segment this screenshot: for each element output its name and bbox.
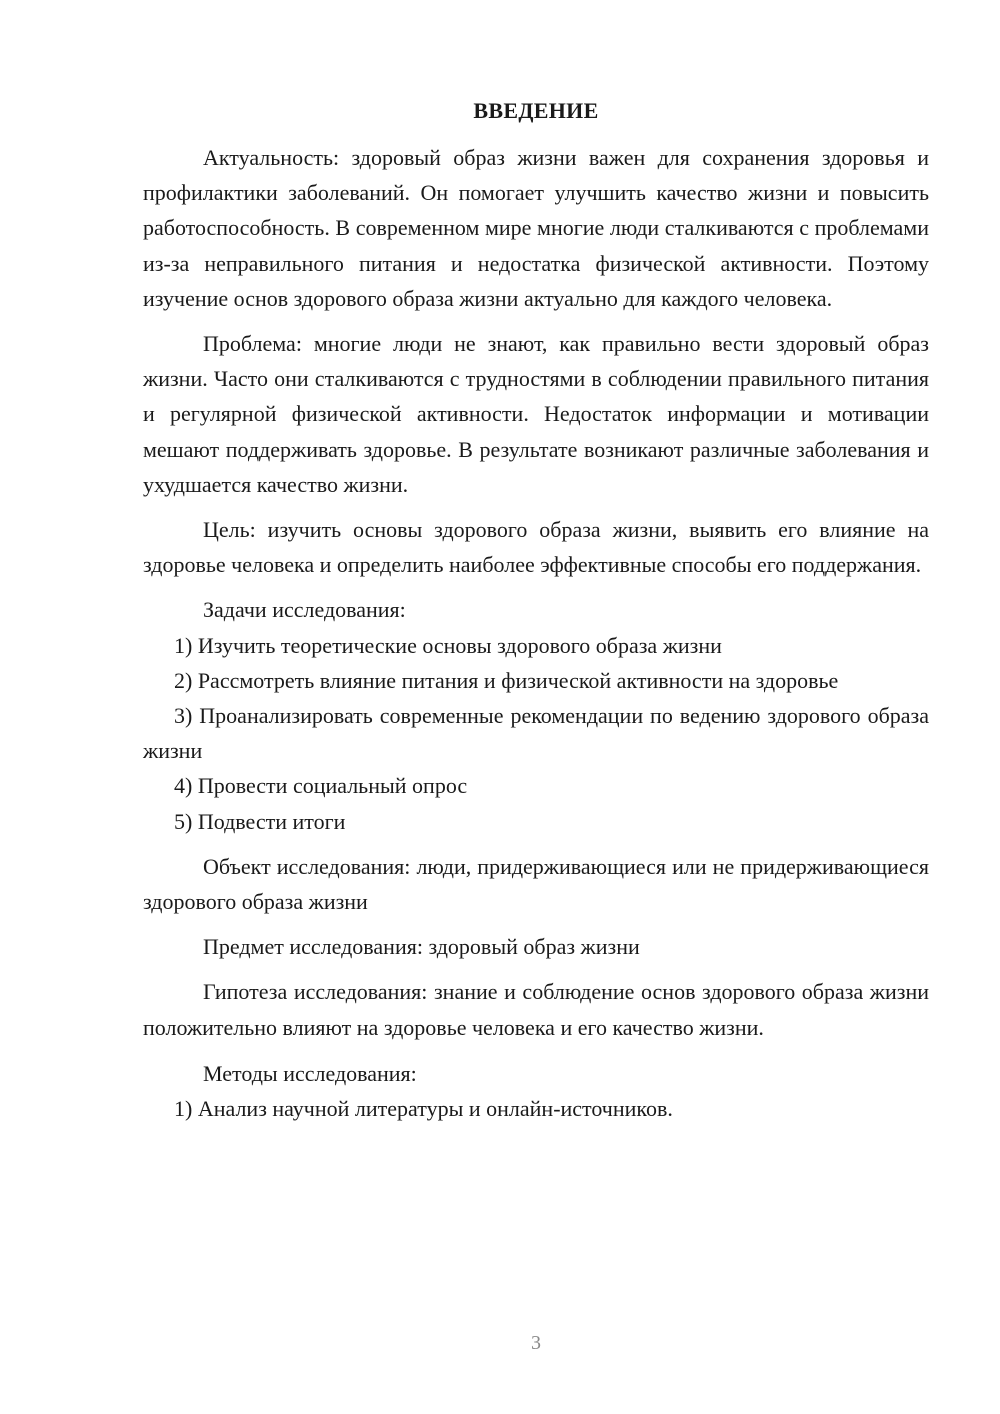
- method-item-1: 1) Анализ научной литературы и онлайн-источников.: [174, 1096, 673, 1122]
- task-item-3: 3) Проанализировать современные рекомендации по ведению здорового образа жизни: [143, 703, 929, 764]
- paragraph-hypothesis: Гипотеза исследования: знание и соблюдение основ здорового образа жизни положительно влияют на здоровье человека и его качество жизни.: [143, 979, 929, 1040]
- paragraph-subject: Предмет исследования: здоровый образ жизни: [203, 934, 640, 960]
- task-item-1: 1) Изучить теоретические основы здорового образа жизни: [174, 632, 722, 658]
- paragraph-problem: Проблема: многие люди не знают, как правильно вести здоровый образ жизни. Часто они сталкиваются с трудностями в соблюдении правильного питания и регулярной физической активности. Недостаток информации и мотивации мешают поддерживать здоровье. В результате возникают различные заболевания и ухудшается качество жизни.: [143, 331, 929, 497]
- paragraph-relevance: Актуальность: здоровый образ жизни важен для сохранения здоровья и профилактики заболеваний. Он помогает улучшить качество жизни и повысить работоспособность. В современном мире многие люди сталкиваются с проблемами из-за неправильного питания и недостатка физической активности. Поэтому изучение основ здорового образа жизни актуально для каждого человека.: [143, 145, 929, 311]
- page-number: 3: [531, 1332, 541, 1354]
- task-item-2: 2) Рассмотреть влияние питания и физической активности на здоровье: [174, 667, 839, 693]
- paragraph-object: Объект исследования: люди, придерживающиеся или не придерживающиеся здорового образа жизни: [143, 853, 929, 915]
- document-page: [143, 95, 929, 1126]
- paragraph-goal: Цель: изучить основы здорового образа жизни, выявить его влияние на здоровье человека и определить наиболее эффективные способы его поддержания.: [143, 517, 929, 578]
- methods-heading: Методы исследования:: [203, 1060, 417, 1086]
- task-item-4: 4) Провести социальный опрос: [174, 773, 468, 799]
- tasks-heading: Задачи исследования:: [203, 597, 406, 623]
- task-item-5: 5) Подвести итоги: [174, 808, 346, 834]
- section-title: ВВЕДЕНИЕ: [473, 98, 599, 123]
